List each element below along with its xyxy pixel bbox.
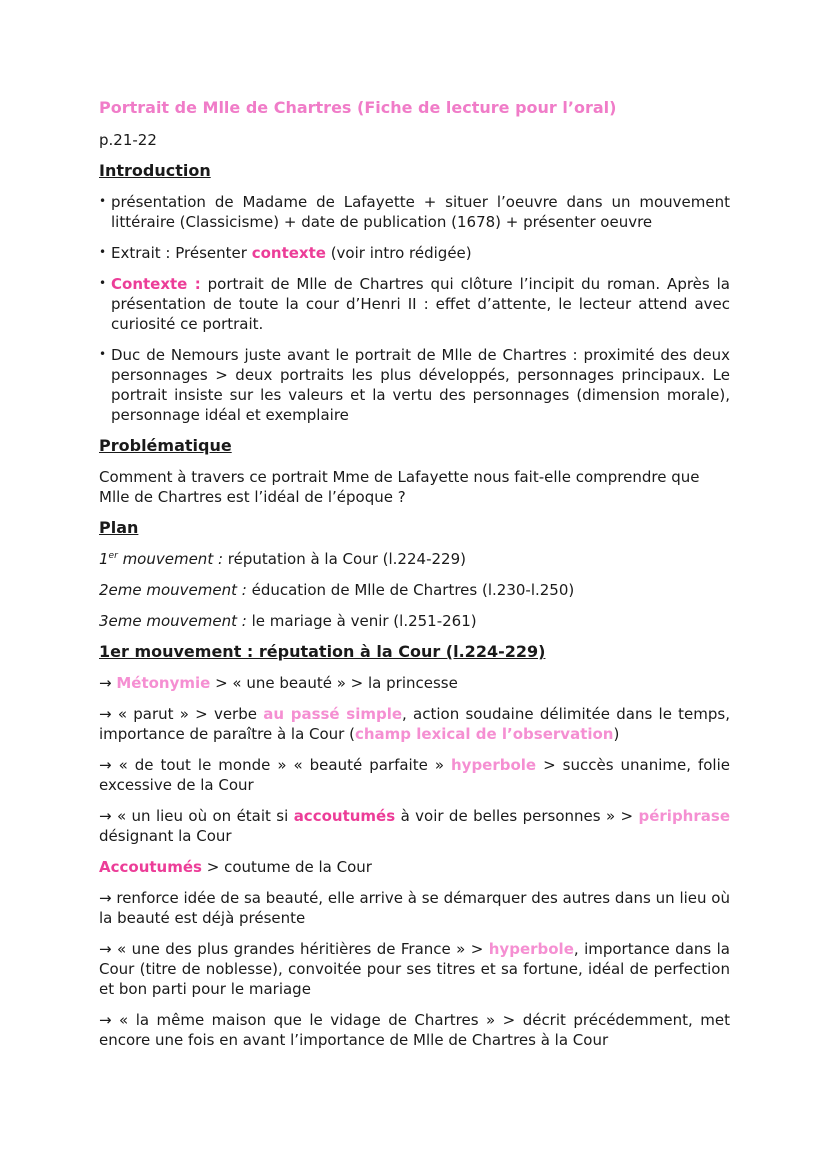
arrow-icon: →: [99, 756, 119, 774]
line-text: à voir de belles personnes » >: [395, 807, 639, 825]
analysis-line: [99, 1010, 730, 1050]
highlight-term: hyperbole: [450, 756, 537, 774]
list-item: [99, 274, 730, 334]
arrow-icon: →: [99, 705, 118, 723]
line-text: > « une beauté » > la princesse: [210, 674, 458, 692]
heading-introduction: Introduction: [99, 161, 211, 180]
analysis-line: [99, 704, 730, 744]
bullet-text: présentation de Madame de Lafayette + situer l’oeuvre dans un mouvement littéraire (Classicisme) + date de publication (1678) + présenter oeuvre: [111, 193, 730, 231]
line-text: « de tout le monde » « beauté parfaite »: [118, 756, 451, 774]
arrow-icon: →: [99, 889, 117, 907]
line-text: , action soudaine délimitée dans le temps, importance de paraître à la Cour (: [99, 705, 730, 743]
line-text: > succès unanime, folie excessive de la Cour: [99, 756, 730, 794]
plan-label: 3eme mouvement :: [99, 612, 247, 630]
plan-text: le mariage à venir (l.251-261): [246, 612, 477, 630]
plan-label-text: mouvement :: [117, 550, 224, 568]
highlight-term: Contexte :: [111, 275, 201, 293]
arrow-icon: →: [99, 1011, 120, 1029]
analysis-line: [99, 755, 730, 795]
list-item: [99, 243, 730, 263]
analysis-line: [99, 673, 730, 693]
line-text: ): [613, 725, 620, 743]
arrow-icon: →: [99, 674, 117, 692]
highlight-term: au passé simple: [263, 705, 403, 723]
plan-label: [99, 550, 223, 568]
plan-item: [99, 611, 730, 631]
heading-plan: Plan: [99, 518, 139, 537]
highlight-term: Accoutumés: [99, 858, 202, 876]
line-text: renforce idée de sa beauté, elle arrive à se démarquer des autres dans un lieu où la beauté est déjà présente: [99, 889, 730, 927]
line-text: « la même maison que le vidage de Chartres » > décrit précédemment, met encore une fois en avant l’importance de Mlle de Chartres à la Cour: [99, 1011, 730, 1049]
plan-text: réputation à la Cour (l.224-229): [223, 550, 466, 568]
line-text: « parut » > verbe: [117, 705, 264, 723]
plan-label: 2eme mouvement :: [99, 581, 247, 599]
document-title: Portrait de Mlle de Chartres (Fiche de lecture pour l’oral): [99, 98, 617, 117]
line-text: désignant la Cour: [99, 827, 232, 845]
highlight-term: accoutumés: [293, 807, 396, 825]
heading-mouvement-1: 1er mouvement : réputation à la Cour (l.224-229): [99, 642, 546, 661]
list-item: [99, 345, 730, 425]
highlight-term: contexte: [251, 244, 326, 262]
arrow-icon: →: [99, 807, 117, 825]
line-text: > coutume de la Cour: [201, 858, 372, 876]
line-text: , importance dans la Cour (titre de noblesse), convoitée pour ses titres et sa fortune, idéal de perfection et bon parti pour le mariage: [99, 940, 730, 998]
line-text: « un lieu où on était si: [116, 807, 294, 825]
page-reference: p.21-22: [99, 131, 157, 149]
bullet-text: (voir intro rédigée): [325, 244, 472, 262]
highlight-term: périphrase: [638, 807, 730, 825]
analysis-line: [99, 888, 730, 928]
plan-item: [99, 580, 730, 600]
plan-number: 1: [99, 550, 109, 568]
line-text: « une des plus grandes héritières de France » >: [117, 940, 489, 958]
problematique-text: Comment à travers ce portrait Mme de Lafayette nous fait-elle comprendre que Mlle de Chartres est l’idéal de l’époque ?: [99, 468, 700, 506]
analysis-line: [99, 857, 730, 877]
bullet-text: Extrait : Présenter: [111, 244, 252, 262]
plan-text: éducation de Mlle de Chartres (l.230-l.250): [246, 581, 575, 599]
plan-sup: er: [108, 551, 118, 561]
introduction-list: [99, 192, 730, 425]
analysis-line: [99, 806, 730, 846]
heading-problematique: Problématique: [99, 436, 232, 455]
bullet-text: Duc de Nemours juste avant le portrait de Mlle de Chartres : proximité des deux personnages > deux portraits les plus développés, personnages principaux. Le portrait insiste sur les valeurs et la vertu des personnages (dimension morale), personnage idéal et exemplaire: [111, 346, 730, 424]
plan-item: [99, 549, 730, 569]
bullet-text: portrait de Mlle de Chartres qui clôture l’incipit du roman. Après la présentation de toute la cour d’Henri II : effet d’attente, le lecteur attend avec curiosité ce portrait.: [111, 275, 730, 333]
document-page: [99, 98, 730, 1061]
highlight-term: Métonymie: [116, 674, 211, 692]
analysis-line: [99, 939, 730, 999]
highlight-term: hyperbole: [488, 940, 574, 958]
arrow-icon: →: [99, 940, 117, 958]
highlight-term: champ lexical de l’observation: [354, 725, 614, 743]
list-item: [99, 192, 730, 232]
